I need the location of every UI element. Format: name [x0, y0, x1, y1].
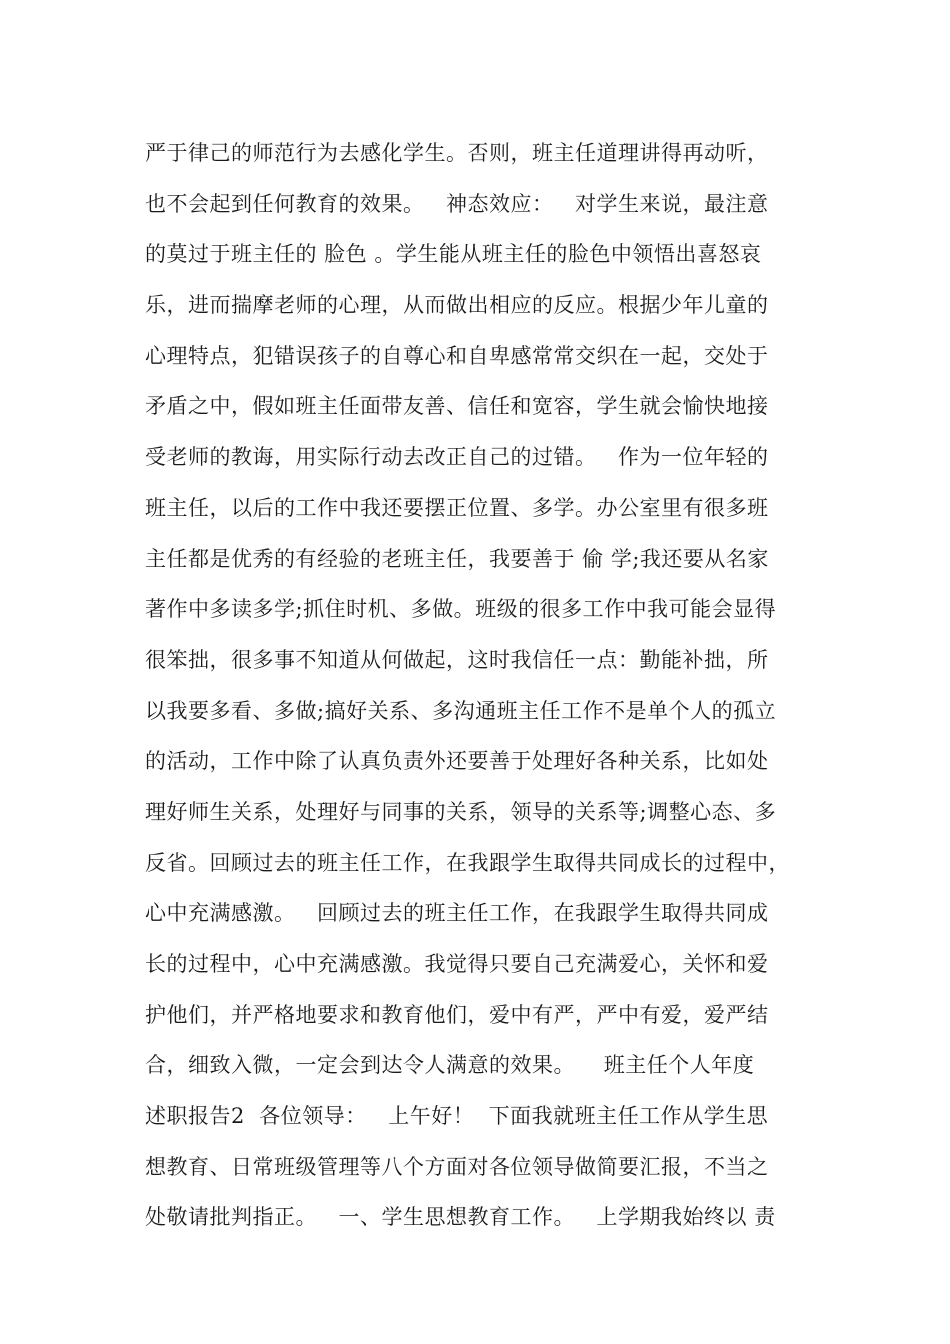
- text-line-18: 护他们，并严格地要求和教育他们，爱中有严，严中有爱，爱严结: [145, 1002, 769, 1027]
- text-line-12: 以我要多看、多做;搞好关系、多沟通班主任工作不是单个人的孤立: [145, 698, 777, 723]
- text-line-7: 受老师的教诲，用实际行动去改正自己的过错。 作为一位年轻的: [145, 445, 769, 470]
- text-line-1: 严于律己的师范行为去感化学生。否则，班主任道理讲得再动听，: [145, 141, 769, 165]
- text-line-10: 著作中多读多学;抓住时机、多做。班级的很多工作中我可能会显得: [145, 597, 777, 622]
- text-line-4: 乐，进而揣摩老师的心理，从而做出相应的反应。根据少年儿童的: [145, 293, 769, 318]
- text-line-17: 长的过程中，心中充满感激。我觉得只要自己充满爱心，关怀和爱: [145, 952, 769, 976]
- text-line-22: 处敬请批判指正。 一、学生思想教育工作。 上学期我始终以 责: [145, 1205, 776, 1230]
- text-line-8: 班主任，以后的工作中我还要摆正位置、多学。办公室里有很多班: [145, 495, 769, 520]
- text-line-2: 也不会起到任何教育的效果。 神态效应： 对学生来说，最注意: [145, 191, 769, 216]
- text-line-15: 反省。回顾过去的班主任工作，在我跟学生取得共同成长的过程中，: [145, 850, 790, 875]
- text-line-11: 很笨拙，很多事不知道从何做起，这时我信任一点：勤能补拙，所: [145, 647, 769, 672]
- text-line-6: 矛盾之中，假如班主任面带友善、信任和宽容，学生就会愉快地接: [145, 394, 769, 419]
- body-text: [145, 128, 825, 1243]
- text-line-9: 主任都是优秀的有经验的老班主任，我要善于 偷 学;我还要从名家: [145, 546, 769, 571]
- text-line-16: 心中充满感激。 回顾过去的班主任工作，在我跟学生取得共同成: [145, 901, 769, 926]
- text-line-14: 理好师生关系，处理好与同事的关系，领导的关系等;调整心态、多: [145, 799, 777, 824]
- text-line-21: 想教育、日常班级管理等八个方面对各位领导做简要汇报，不当之: [145, 1154, 769, 1179]
- text-line-5: 心理特点，犯错误孩子的自尊心和自卑感常常交织在一起，交处于: [145, 343, 769, 368]
- text-line-13: 的活动，工作中除了认真负责外还要善于处理好各种关系，比如处: [145, 749, 769, 774]
- text-line-20: 述职报告2 各位领导： 上午好！ 下面我就班主任工作从学生思: [145, 1104, 769, 1129]
- text-line-19: 合，细致入微，一定会到达令人满意的效果。 班主任个人年度: [145, 1053, 755, 1078]
- text-line-3: 的莫过于班主任的 脸色 。学生能从班主任的脸色中领悟出喜怒哀: [145, 242, 762, 267]
